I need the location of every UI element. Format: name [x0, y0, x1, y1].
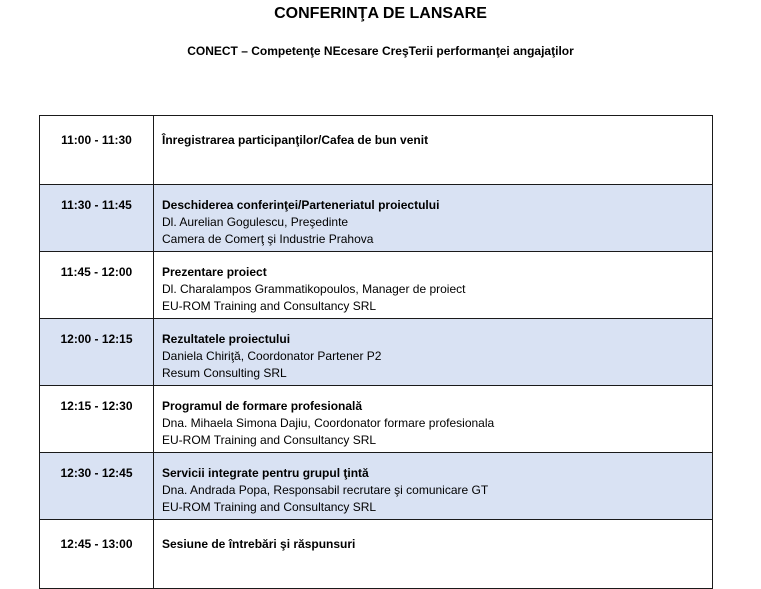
agenda-organization: EU-ROM Training and Consultancy SRL: [162, 500, 377, 514]
agenda-description: [154, 252, 713, 319]
agenda-time: 12:30 - 12:45: [40, 453, 154, 520]
agenda-time: 12:15 - 12:30: [40, 386, 154, 453]
agenda-description: [154, 386, 713, 453]
agenda-row: [40, 520, 713, 589]
agenda-row: [40, 386, 713, 453]
agenda-description: [154, 520, 713, 589]
agenda-description: [154, 116, 713, 185]
agenda-row: [40, 319, 713, 386]
agenda-item-title: Sesiune de întrebări şi răspunsuri: [162, 537, 356, 551]
agenda-item-title: Servicii integrate pentru grupul ţintă: [162, 466, 369, 480]
agenda-row: [40, 453, 713, 520]
agenda-time: 12:00 - 12:15: [40, 319, 154, 386]
agenda-row: [40, 252, 713, 319]
agenda-description: [154, 185, 713, 252]
agenda-time: 12:45 - 13:00: [40, 520, 154, 589]
agenda-item-title: Programul de formare profesională: [162, 399, 363, 413]
agenda-item-title: Prezentare proiect: [162, 265, 267, 279]
agenda-speaker: Dna. Mihaela Simona Dajiu, Coordonator formare profesionala: [162, 416, 495, 430]
agenda-row: [40, 185, 713, 252]
agenda-speaker: Dl. Aurelian Gogulescu, Preşedinte: [162, 215, 349, 229]
agenda-time: 11:45 - 12:00: [40, 252, 154, 319]
page-subtitle: CONECT – Competenţe NEcesare CreşTerii performanţei angajaţilor: [187, 44, 574, 58]
agenda-time: 11:00 - 11:30: [40, 116, 154, 185]
agenda-speaker: Dl. Charalampos Grammatikopoulos, Manager de proiect: [162, 282, 466, 296]
agenda-speaker: Daniela Chiriţă, Coordonator Partener P2: [162, 349, 382, 363]
agenda-row: [40, 116, 713, 185]
agenda-description: [154, 319, 713, 386]
agenda-description: [154, 453, 713, 520]
agenda-item-title: Deschiderea conferinţei/Parteneriatul proiectului: [162, 198, 440, 212]
agenda-organization: EU-ROM Training and Consultancy SRL: [162, 299, 377, 313]
agenda-organization: EU-ROM Training and Consultancy SRL: [162, 433, 377, 447]
agenda-organization: Resum Consulting SRL: [162, 366, 287, 380]
agenda-item-title: Înregistrarea participanţilor/Cafea de bun venit: [162, 133, 429, 147]
agenda-table: [39, 115, 713, 589]
page-title: CONFERINŢA DE LANSARE: [274, 5, 487, 22]
agenda-speaker: Dna. Andrada Popa, Responsabil recrutare şi comunicare GT: [162, 483, 489, 497]
agenda-item-title: Rezultatele proiectului: [162, 332, 291, 346]
agenda-organization: Camera de Comerţ şi Industrie Prahova: [162, 232, 374, 246]
agenda-time: 11:30 - 11:45: [40, 185, 154, 252]
